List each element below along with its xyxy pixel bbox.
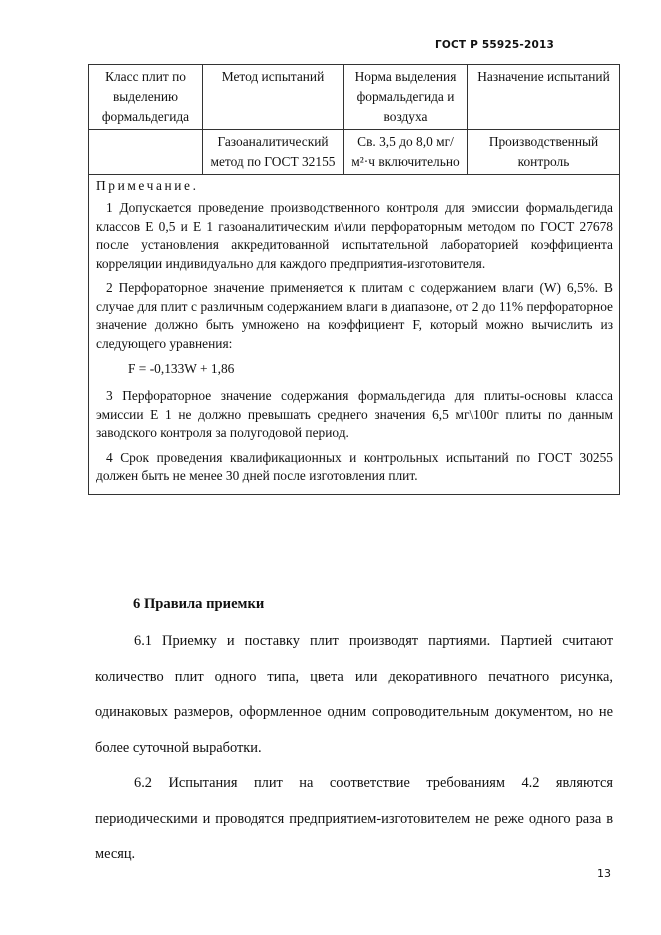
page-number: 13 [597,867,611,880]
note-item-2: 2 Перфораторное значение применяется к плитам с содержанием влаги (W) 6,5%. В случае для плит с различным содержанием влаги в диапазоне, от 2 до 11% перфораторное значение должно быть умножено на коэффициент F, который можно вычислить из следующего уравнения: [96,280,613,351]
note-title: Примечание. [96,178,199,193]
cell-purpose: Производственный контроль [468,130,620,175]
section-title: 6 Правила приемки [133,596,265,612]
note-item-1: 1 Допускается проведение производственного контроля для эмиссии формальдегида классов Е 0,5 и Е 1 газоаналитическим и\или перфораторным методом по ГОСТ 27678 после установления аккредитованной испытательной лабораторией коэффициента корреляции индивидуально для каждого предприятия-изготовителя. [96,200,613,271]
cell-method: Газоаналитический метод по ГОСТ 32155 [203,130,344,175]
note-cell [89,175,620,495]
cell-class [89,130,203,175]
table-row [89,130,620,175]
header-cell-class: Класс плит по выделению формальдегида [89,65,203,130]
paragraph-6-2: 6.2 Испытания плит на соответствие требованиям 4.2 являются периодическими и проводятся предприятием-изготовителем не реже одного раза в месяц. [95,775,613,862]
table-note-row [89,175,620,495]
formula: F = -0,133W + 1,86 [128,361,235,376]
note-item-3: 3 Перфораторное значение содержания формальдегида для плиты-основы класса эмиссии Е 1 не должно превышать среднего значения 6,5 мг\100г плиты по данным заводского контроля за полугодовой период. [96,388,613,440]
section-body [95,624,613,873]
formaldehyde-table [88,64,620,495]
header-cell-norm: Норма выделения формальдегида и воздуха [344,65,468,130]
cell-norm: Св. 3,5 до 8,0 мг/м²·ч включительно [344,130,468,175]
header-cell-method: Метод испытаний [203,65,344,130]
table-header-row [89,65,620,130]
document-code-header: ГОСТ Р 55925-2013 [434,39,554,51]
note-item-4: 4 Срок проведения квалификационных и контрольных испытаний по ГОСТ 30255 должен быть не менее 30 дней после изготовления плит. [96,449,613,483]
paragraph-6-1: 6.1 Приемку и поставку плит производят партиями. Партией считают количество плит одного типа, цвета или декоративного печатного рисунка, одинаковых размеров, оформленное одним сопроводительным документом, но не более суточной выработки. [95,633,613,756]
header-cell-purpose: Назначение испытаний [468,65,620,130]
